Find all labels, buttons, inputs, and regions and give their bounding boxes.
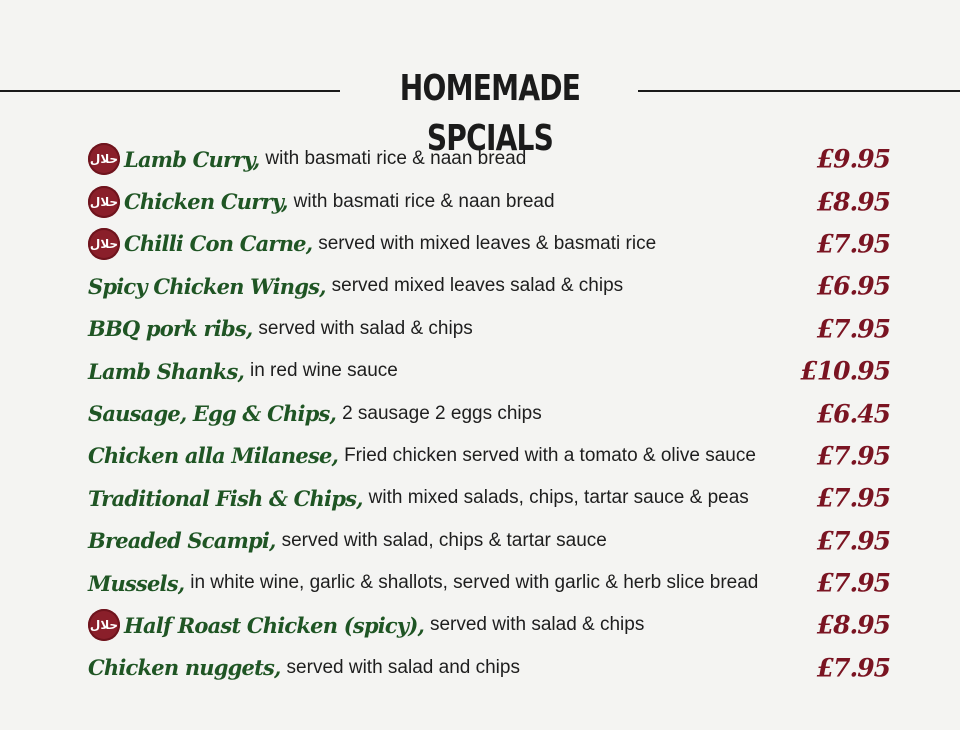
dish-price: £7.95 (816, 314, 890, 344)
title-rule-left (0, 90, 340, 92)
dish-price: £8.95 (816, 187, 890, 217)
dish-price: £9.95 (816, 144, 890, 174)
menu-item-mussels (88, 562, 898, 604)
dish-name: Chicken nuggets, (88, 655, 281, 681)
menu-item-chicken-nuggets (88, 647, 898, 689)
menu-list (88, 138, 898, 689)
dish-name: Chilli Con Carne, (124, 231, 313, 257)
dish-description: with mixed salads, chips, tartar sauce & peas (368, 487, 749, 509)
dish-price: £8.95 (816, 610, 890, 640)
dish-description: Fried chicken served with a tomato & olive sauce (344, 444, 756, 466)
menu-item-spicy-chicken-wings (88, 265, 898, 307)
menu-item-bbq-pork-ribs (88, 308, 898, 350)
dish-description: 2 sausage 2 eggs chips (342, 402, 542, 424)
dish-name: Breaded Scampi, (88, 528, 276, 554)
menu-item-fish-and-chips (88, 477, 898, 519)
dish-name: Spicy Chicken Wings, (88, 273, 326, 299)
dish-description: served with salad and chips (286, 656, 520, 678)
dish-price: £7.95 (816, 653, 890, 683)
dish-name: Mussels, (88, 570, 185, 596)
menu-item-chicken-curry (88, 180, 898, 222)
menu-item-chilli-con-carne (88, 223, 898, 265)
dish-price: £7.95 (816, 229, 890, 259)
halal-badge-icon: حلال (88, 186, 120, 218)
dish-name: Traditional Fish & Chips, (88, 485, 363, 511)
title-rule-right (638, 90, 960, 92)
dish-description: in white wine, garlic & shallots, served with garlic & herb slice bread (190, 572, 759, 594)
dish-description: served with salad & chips (429, 614, 645, 636)
dish-name: Chicken Curry, (124, 189, 288, 215)
dish-price: £7.95 (816, 568, 890, 598)
menu-item-lamb-shanks (88, 350, 898, 392)
dish-price: £7.95 (816, 483, 890, 513)
dish-description: with basmati rice & naan bread (265, 148, 527, 170)
dish-description: served with mixed leaves & basmati rice (318, 232, 657, 254)
halal-badge-icon: حلال (88, 609, 120, 641)
dish-name: Chicken alla Milanese, (88, 443, 339, 469)
dish-price: £7.95 (816, 441, 890, 471)
menu-item-half-roast-chicken (88, 604, 898, 646)
dish-description: with basmati rice & naan bread (293, 190, 555, 212)
menu-item-chicken-alla-milanese (88, 435, 898, 477)
dish-name: Lamb Shanks, (88, 358, 244, 384)
dish-name: Sausage, Egg & Chips, (88, 401, 337, 427)
halal-badge-icon: حلال (88, 143, 120, 175)
dish-price: £6.95 (816, 271, 890, 301)
dish-price: £6.45 (816, 399, 890, 429)
dish-price: £7.95 (816, 526, 890, 556)
menu-item-lamb-curry (88, 138, 898, 180)
dish-description: served with salad & chips (258, 317, 473, 339)
dish-description: served mixed leaves salad & chips (331, 275, 624, 297)
dish-description: in red wine sauce (249, 360, 398, 382)
dish-description: served with salad, chips & tartar sauce (281, 529, 607, 551)
dish-name: Half Roast Chicken (spicy), (124, 612, 424, 638)
halal-badge-icon: حلال (88, 228, 120, 260)
menu-item-breaded-scampi (88, 520, 898, 562)
menu-item-sausage-egg-chips (88, 392, 898, 434)
dish-name: Lamb Curry, (124, 146, 260, 172)
dish-price: £10.95 (800, 356, 890, 386)
menu-title: HOMEMADE SPCIALS (399, 68, 581, 159)
dish-name: BBQ pork ribs, (88, 316, 253, 342)
